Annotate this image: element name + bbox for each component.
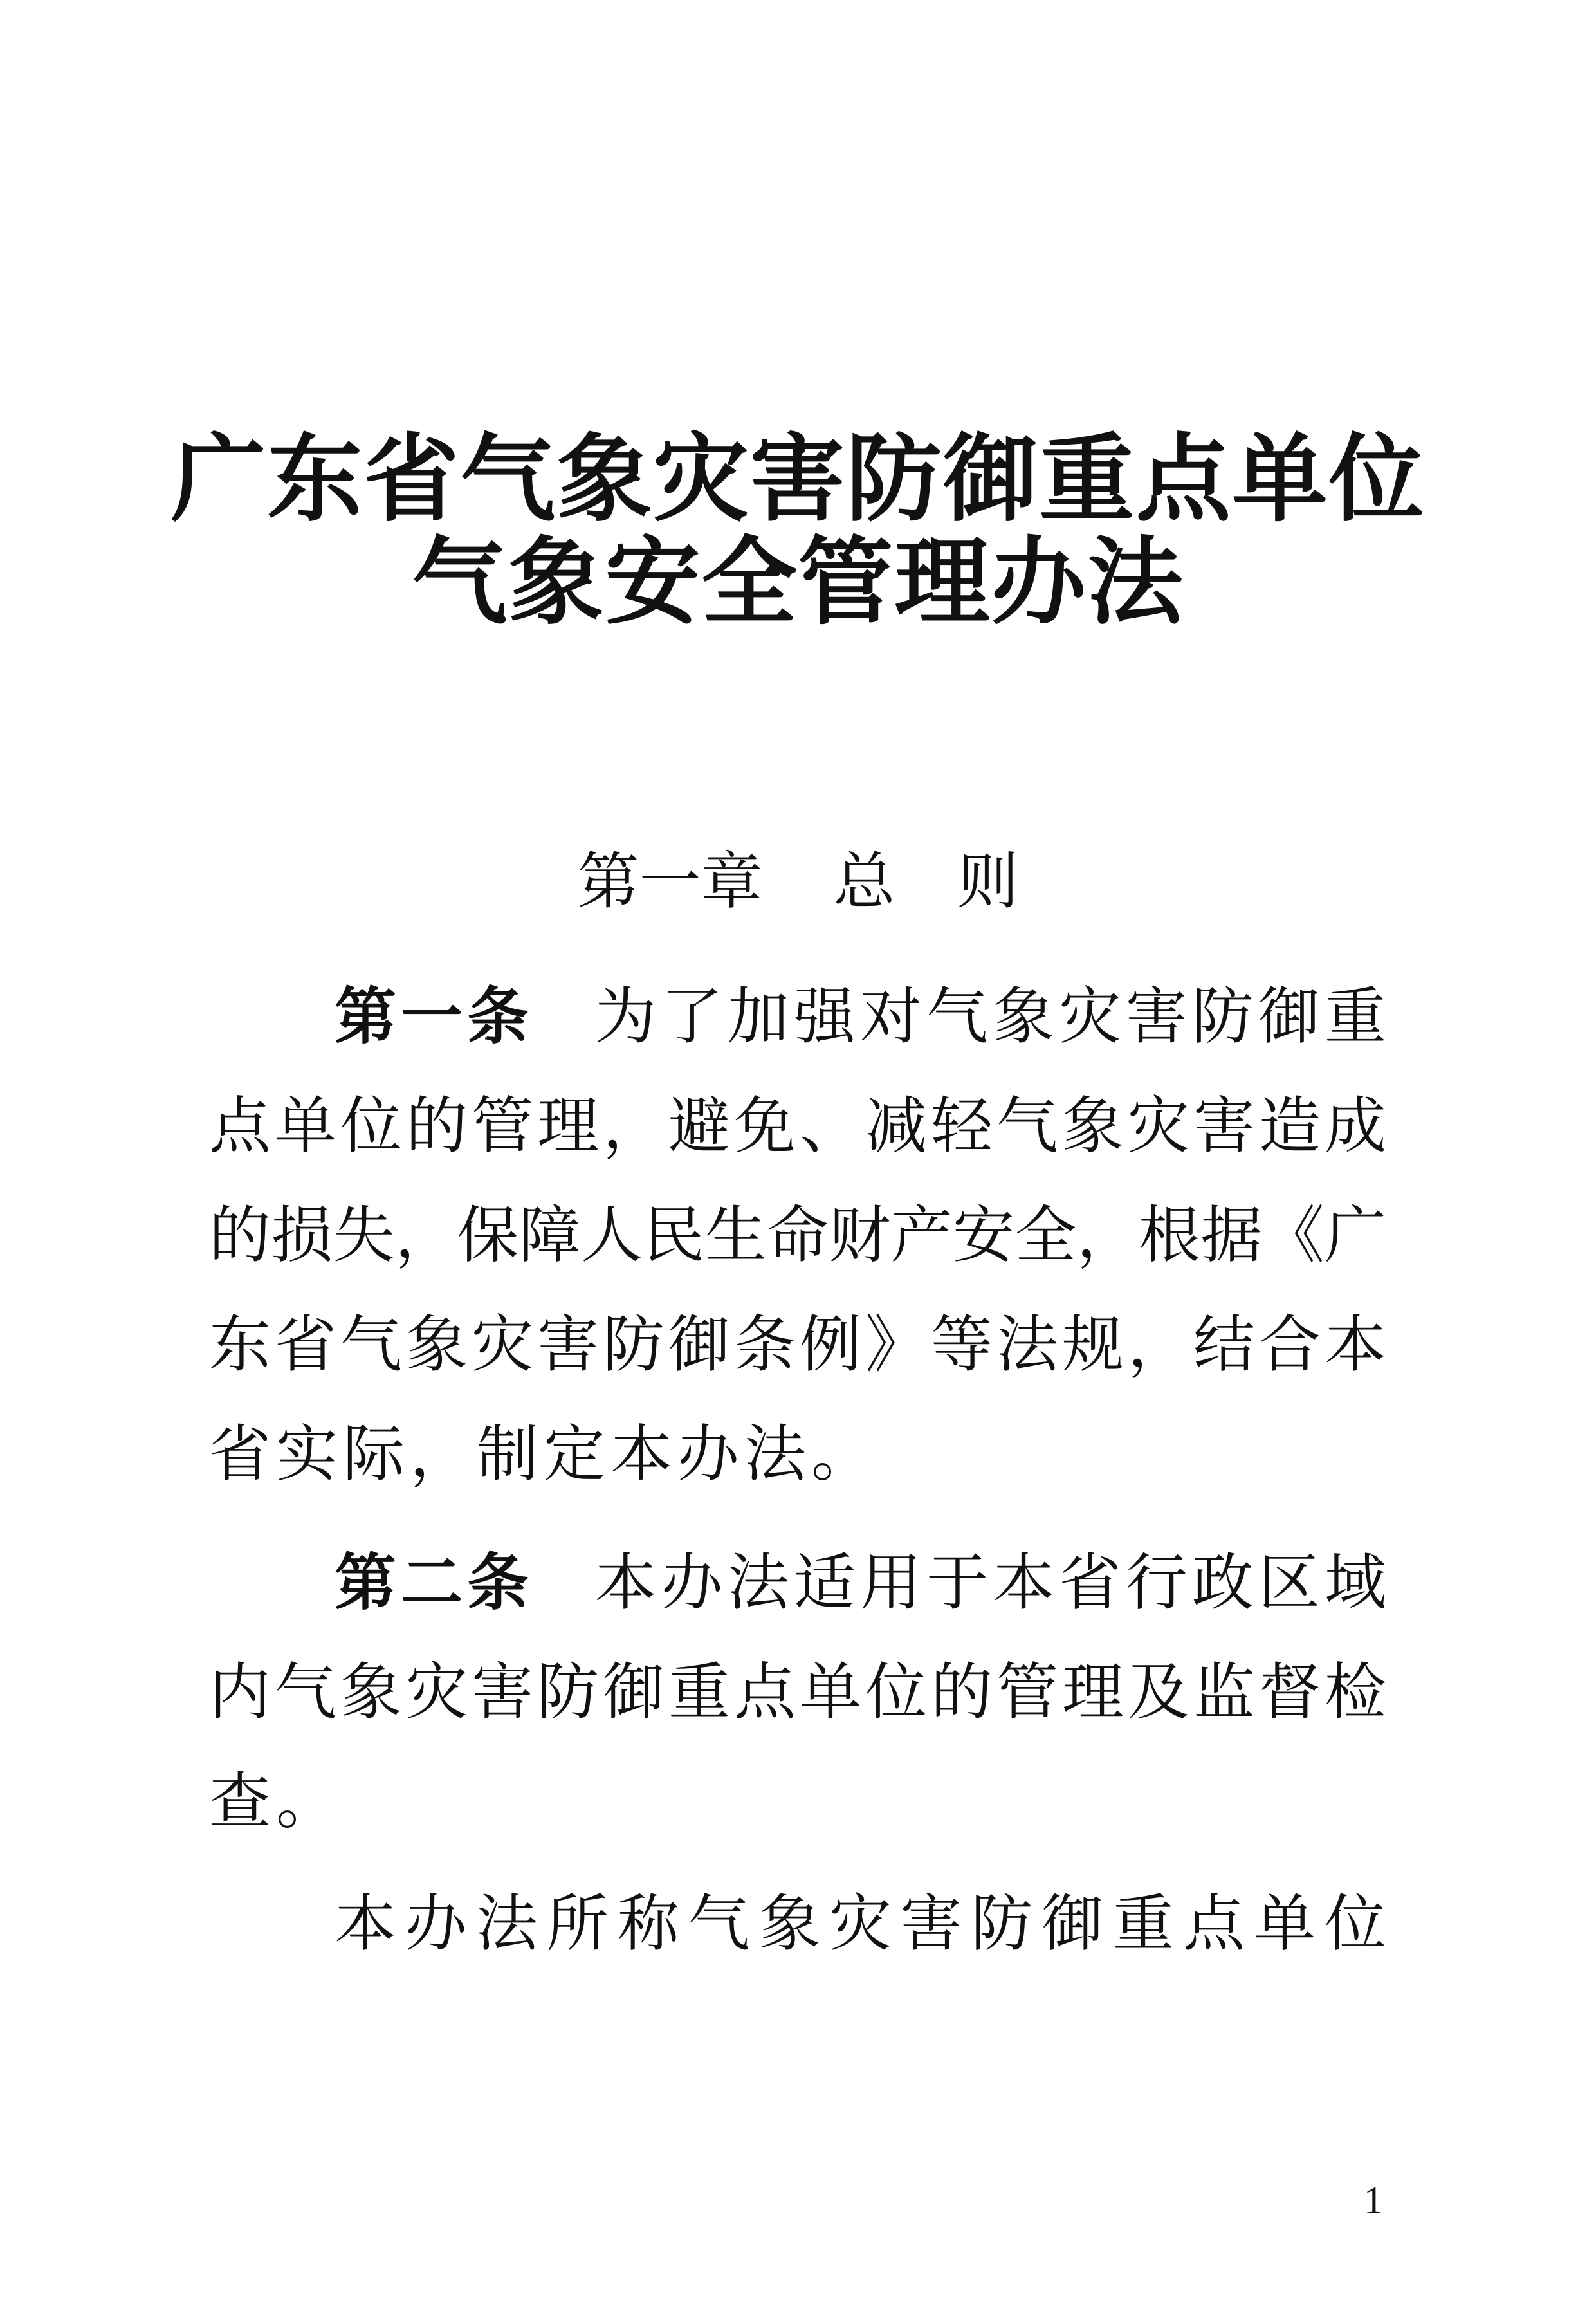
chapter-heading bbox=[0, 836, 1596, 926]
article-2-paragraph-2-line-1: 本办法所称气象灾害防御重点单位 bbox=[335, 1888, 1386, 1960]
article-1-text-1: 为了加强对气象灾害防御重 bbox=[594, 980, 1386, 1053]
article-1-line-5: 省实际，制定本办法。 bbox=[209, 1418, 878, 1490]
chapter-number: 第一章 bbox=[577, 845, 763, 917]
article-1-line-2: 点单位的管理，避免、减轻气象灾害造成 bbox=[209, 1090, 1386, 1162]
article-1-heading: 第一条 bbox=[335, 980, 534, 1053]
chapter-name-part-1: 总 bbox=[833, 845, 895, 917]
article-2-heading: 第二条 bbox=[335, 1547, 534, 1619]
article-2-line-3: 查。 bbox=[209, 1765, 343, 1837]
document-title-line-2: 气象安全管理办法 bbox=[412, 526, 1184, 638]
article-1-line-4: 东省气象灾害防御条例》等法规，结合本 bbox=[209, 1309, 1386, 1381]
article-2-line-1 bbox=[335, 1528, 1386, 1637]
article-2-line-2: 内气象灾害防御重点单位的管理及监督检 bbox=[209, 1656, 1386, 1728]
page-number: 1 bbox=[1364, 2179, 1383, 2222]
document-title-line-1: 广东省气象灾害防御重点单位 bbox=[170, 423, 1426, 535]
chapter-name-part-2: 则 bbox=[957, 845, 1019, 917]
article-2-text-1: 本办法适用于本省行政区域 bbox=[594, 1547, 1386, 1619]
article-1-line-3: 的损失，保障人民生命财产安全，根据《广 bbox=[209, 1199, 1386, 1271]
article-1-line-1 bbox=[335, 962, 1386, 1071]
